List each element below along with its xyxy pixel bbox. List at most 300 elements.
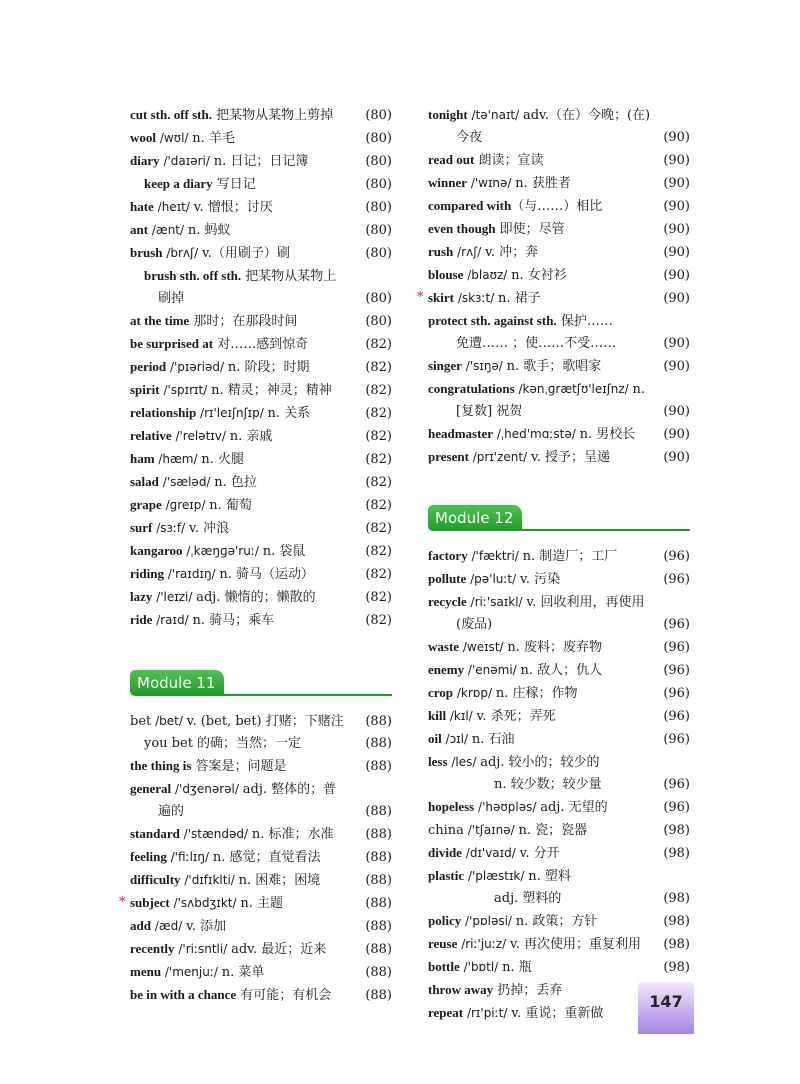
entry-line — [130, 563, 354, 586]
entry-word: headmaster — [428, 426, 493, 441]
entry-meaning: 对……感到惊奇 — [213, 337, 309, 352]
entry-line — [428, 751, 652, 774]
entry-page-ref: (96) — [663, 549, 690, 564]
entry-meaning: v. 污染 — [520, 572, 561, 587]
entry-word: relationship — [130, 405, 197, 420]
vocab-entry — [428, 865, 690, 910]
entry-line — [428, 423, 652, 446]
entry-meaning: n. 色拉 — [214, 475, 257, 490]
entry-meaning: （与……）相比 — [511, 199, 603, 214]
entry-phonetic: /bet/ — [151, 714, 187, 728]
vocab-entry — [130, 961, 392, 984]
vocab-entry — [130, 755, 392, 778]
entry-meaning: 保护…… — [556, 314, 613, 329]
vocab-entry — [417, 287, 690, 310]
entry-page-ref: (90) — [663, 222, 690, 237]
entry-phonetic: /dɪ'vaɪd/ — [461, 846, 520, 860]
entry-word: spirit — [130, 382, 160, 397]
vocab-entry — [130, 710, 392, 733]
entry-word: repeat — [428, 1005, 464, 1020]
vocab-entry — [130, 173, 392, 196]
entry-word: factory — [428, 548, 468, 563]
entry-page-ref: (90) — [663, 153, 690, 168]
entry-word: diary — [130, 153, 160, 168]
entry-page-ref: (80) — [365, 177, 392, 192]
entry-meaning: 把某物从某物上剪掉 — [211, 108, 334, 123]
vocab-entry — [428, 659, 690, 682]
entry-phonetic: /'raɪdɪŋ/ — [163, 567, 220, 581]
entry-page-ref: (88) — [365, 873, 392, 888]
vocab-list-module-11-cont — [417, 104, 690, 469]
vocab-entry — [428, 751, 690, 796]
entry-page-ref: (90) — [663, 427, 690, 442]
entry-meaning: n. 阶段；时期 — [227, 360, 310, 375]
entry-word: kangaroo — [130, 543, 183, 558]
entry-page-ref: (80) — [365, 223, 392, 238]
entry-word: rush — [428, 244, 454, 259]
entry-meaning: n. 标准；水准 — [251, 827, 334, 842]
entry-word: divide — [428, 845, 462, 860]
entry-meaning: 的确；当然；一定 — [192, 736, 302, 751]
entry-line — [130, 219, 354, 242]
vocab-entry — [130, 778, 392, 823]
entry-word: crop — [428, 685, 454, 700]
entry-page-ref: (96) — [663, 732, 690, 747]
entry-line — [428, 1002, 652, 1025]
entry-word: throw away — [428, 982, 494, 997]
entry-line — [130, 540, 354, 563]
entry-meaning: adj. 整体的；普 — [242, 782, 337, 797]
entry-line — [130, 471, 354, 494]
entry-phonetic: /'plæstɪk/ — [464, 869, 529, 883]
entry-page-ref: (82) — [365, 383, 392, 398]
entry-word: singer — [428, 358, 462, 373]
entry-line — [130, 242, 354, 265]
entry-phonetic: /riː'saɪkl/ — [466, 595, 527, 609]
entry-meaning: n. 火腿 — [201, 452, 244, 467]
entry-word: the thing is — [130, 758, 192, 773]
entry-page-ref: (82) — [365, 429, 392, 444]
vocab-entry — [428, 355, 690, 378]
entry-phonetic: /kənˌɡrætʃʊ'leɪʃnz/ — [514, 382, 633, 396]
entry-word: hate — [130, 199, 154, 214]
vocab-entry — [428, 956, 690, 979]
entry-meaning: n. 废料；废弃物 — [507, 640, 603, 655]
entry-meaning: n. 敌人；仇人 — [520, 663, 603, 678]
entry-word: ham — [130, 451, 155, 466]
entry-meaning: n. 骑马（运动） — [219, 567, 315, 582]
entry-line — [130, 938, 354, 961]
vocab-entry — [428, 910, 690, 933]
entry-word: ant — [130, 222, 149, 237]
entry-phonetic: /'daɪəri/ — [159, 154, 214, 168]
entry-page-ref: (96) — [663, 617, 690, 632]
vocab-entry — [130, 127, 392, 150]
entry-phonetic: /tə'naɪt/ — [467, 108, 523, 122]
entry-meaning: n. 精灵；神灵；精神 — [211, 383, 332, 398]
entry-line — [428, 728, 652, 751]
entry-page-ref: (82) — [365, 406, 392, 421]
entry-meaning: n. 庄稼；作物 — [495, 686, 578, 701]
entry-phonetic: /'wɪnə/ — [467, 176, 516, 190]
page-number-tab — [638, 982, 694, 1034]
entry-line — [428, 682, 652, 705]
entry-word: blouse — [428, 267, 464, 282]
entry-phonetic: /krɒp/ — [453, 686, 496, 700]
entry-page-ref: (80) — [365, 154, 392, 169]
entry-page-ref: (90) — [663, 130, 690, 145]
entry-line — [130, 333, 354, 356]
entry-word: wool — [130, 130, 156, 145]
entry-word: reuse — [428, 936, 458, 951]
entry-phonetic: /'sɪŋə/ — [461, 359, 507, 373]
entry-meaning: n. — [632, 382, 646, 397]
entry-meaning: 有可能；有机会 — [236, 988, 332, 1003]
entry-word: riding — [130, 566, 164, 581]
entry-line — [428, 568, 652, 591]
entry-meaning: n. 日记；日记簿 — [213, 154, 309, 169]
vocab-entry — [428, 104, 690, 149]
entry-page-ref: (90) — [663, 336, 690, 351]
entry-word: brush — [130, 245, 163, 260]
entry-page-ref: (82) — [365, 613, 392, 628]
entry-phonetic: /æd/ — [150, 919, 187, 933]
entry-page-ref: (96) — [663, 663, 690, 678]
vocab-entry — [428, 149, 690, 172]
module-11-rule — [200, 694, 392, 696]
entry-word: policy — [428, 913, 462, 928]
entry-phonetic: /rʌʃ/ — [453, 245, 486, 259]
vocab-entry — [130, 494, 392, 517]
entry-word: bottle — [428, 959, 460, 974]
entry-continuation: n. 较少数；较少量 — [494, 777, 602, 792]
entry-phonetic: /'tʃaɪnə/ — [463, 823, 519, 837]
entry-word: standard — [130, 826, 180, 841]
vocab-entry — [130, 104, 392, 127]
entry-meaning: n. 袋鼠 — [262, 544, 306, 559]
vocab-entry — [428, 636, 690, 659]
entry-phonetic: /ˌhed'mɑːstə/ — [493, 427, 580, 441]
entry-line — [130, 733, 354, 755]
entry-word: oil — [428, 731, 442, 746]
entry-phonetic: /'pɒləsi/ — [461, 914, 516, 928]
entry-phonetic: /brʌʃ/ — [162, 246, 202, 260]
vocab-entry — [428, 568, 690, 591]
entry-word: china — [428, 823, 464, 838]
entry-phonetic: /'pɪəriəd/ — [166, 360, 228, 374]
entry-page-ref: (98) — [663, 846, 690, 861]
entry-line — [130, 379, 354, 402]
entry-meaning: v. 憎恨；讨厌 — [193, 200, 273, 215]
vocab-entry — [130, 540, 392, 563]
vocab-entry — [130, 823, 392, 846]
entry-meaning: 朗读；宣读 — [474, 153, 544, 168]
entry-page-ref: (80) — [365, 108, 392, 123]
vocab-entry — [428, 796, 690, 819]
entry-phonetic: /pə'luːt/ — [466, 572, 520, 586]
entry-page-ref: (80) — [365, 291, 392, 306]
entry-word: winner — [428, 175, 467, 190]
entry-meaning: 扔掉；丢弃 — [493, 983, 563, 998]
entry-continuation: 免遭…… ；使……不受…… — [456, 336, 617, 351]
entry-phonetic: /skɜːt/ — [454, 291, 499, 305]
entry-word: waste — [428, 639, 460, 654]
entry-line — [130, 494, 354, 517]
entry-line — [130, 892, 354, 915]
entry-line — [428, 287, 652, 310]
entry-word: protect sth. against sth. — [428, 313, 557, 328]
entry-continuation: 遍的 — [158, 804, 185, 819]
entry-page-ref: (82) — [365, 567, 392, 582]
vocab-entry — [130, 356, 392, 379]
entry-line — [130, 984, 354, 1007]
entry-phonetic: /ænt/ — [148, 223, 188, 237]
entry-page-ref: (88) — [365, 736, 392, 751]
entry-meaning: 那时；在那段时间 — [189, 314, 298, 329]
entry-line — [428, 241, 652, 264]
entry-phonetic: /'enəmi/ — [464, 663, 521, 677]
right-column — [417, 104, 690, 1025]
entry-page-ref: (82) — [365, 521, 392, 536]
entry-line — [130, 425, 354, 448]
vocab-entry — [130, 586, 392, 609]
entry-line — [130, 402, 354, 425]
entry-line — [130, 961, 354, 984]
entry-phonetic: /kɪl/ — [446, 709, 477, 723]
entry-page-ref: (82) — [365, 452, 392, 467]
page-number: 147 — [649, 992, 683, 1011]
entry-line — [428, 865, 652, 888]
entry-phonetic: /rɪ'piːt/ — [463, 1006, 512, 1020]
vocab-entry — [428, 819, 690, 842]
entry-line — [130, 150, 354, 173]
entry-page-ref: (82) — [365, 590, 392, 605]
entry-phonetic: /sɜːf/ — [152, 521, 190, 535]
entry-page-ref: (88) — [365, 804, 392, 819]
entry-meaning: v. 杀死；弄死 — [476, 709, 556, 724]
entry-continuation: 今夜 — [456, 130, 483, 145]
entry-meaning: 答案是；问题是 — [191, 759, 287, 774]
module-12-title: Module 12 — [428, 505, 522, 531]
entry-line — [428, 933, 652, 956]
entry-line — [130, 710, 354, 733]
entry-line — [130, 356, 354, 379]
entry-phonetic: /'həʊpləs/ — [474, 800, 541, 814]
entry-page-ref: (90) — [663, 404, 690, 419]
entry-word: grape — [130, 497, 162, 512]
entry-line — [428, 172, 652, 195]
star-marker: * — [119, 895, 126, 910]
entry-word: general — [130, 781, 172, 796]
entry-meaning: adj. 无望的 — [540, 800, 608, 815]
entry-continuation: [复数] 祝贺 — [456, 404, 523, 419]
entry-phonetic: /rɪ'leɪʃnʃɪp/ — [196, 406, 268, 420]
vocab-entry — [428, 218, 690, 241]
entry-page-ref: (80) — [365, 200, 392, 215]
entry-phonetic: /'bɒtl/ — [459, 960, 503, 974]
entry-page-ref: (96) — [663, 800, 690, 815]
vocab-entry — [428, 310, 690, 355]
left-column — [119, 104, 392, 1007]
module-11-title: Module 11 — [130, 670, 224, 696]
entry-meaning: n. 女衬衫 — [511, 268, 567, 283]
entry-line — [428, 378, 652, 401]
entry-line — [428, 355, 652, 378]
vocab-entry — [130, 471, 392, 494]
entry-line — [428, 310, 652, 333]
entry-word: tonight — [428, 107, 468, 122]
entry-word: pollute — [428, 571, 467, 586]
vocab-entry — [130, 448, 392, 471]
entry-word: cut sth. off sth. — [130, 107, 212, 122]
entry-line — [130, 310, 354, 333]
vocab-entry — [119, 892, 392, 915]
entry-page-ref: (88) — [365, 919, 392, 934]
entry-meaning: 即使；尽管 — [495, 222, 565, 237]
entry-word: feeling — [130, 849, 167, 864]
entry-page-ref: (88) — [365, 988, 392, 1003]
entry-word: difficulty — [130, 872, 181, 887]
entry-line — [130, 265, 354, 288]
entry-meaning: adv. 最近；近来 — [231, 942, 327, 957]
vocab-entry — [428, 241, 690, 264]
entry-meaning: n. 关系 — [267, 406, 311, 421]
entry-word: read out — [428, 152, 475, 167]
entry-line — [428, 591, 652, 614]
module-11-header — [130, 670, 392, 696]
entry-meaning: v. 再次使用；重复利用 — [509, 937, 642, 952]
entry-line — [130, 778, 354, 801]
entry-meaning: n. 蚂蚁 — [187, 223, 231, 238]
entry-meaning: n. 政策；方针 — [515, 914, 598, 929]
entry-word: even though — [428, 221, 496, 236]
vocab-entry — [130, 333, 392, 356]
entry-line — [428, 264, 652, 287]
entry-meaning: 把某物从某物上 — [241, 269, 337, 284]
entry-line — [428, 910, 652, 933]
entry-line — [428, 195, 652, 218]
entry-phonetic: /'stændəd/ — [179, 827, 252, 841]
entry-meaning: v.（用刷子）刷 — [201, 246, 290, 261]
entry-meaning: n. 困难；困境 — [238, 873, 321, 888]
entry-phonetic: /'spɪrɪt/ — [159, 383, 212, 397]
entry-phonetic: /'riːsntli/ — [174, 942, 232, 956]
entry-phonetic: /heɪt/ — [153, 200, 194, 214]
vocab-entry — [130, 265, 392, 310]
entry-phonetic: /'fiːlɪŋ/ — [166, 850, 213, 864]
entry-page-ref: (90) — [663, 245, 690, 260]
entry-page-ref: (90) — [663, 268, 690, 283]
entry-meaning: n. 菜单 — [221, 965, 265, 980]
vocab-entry — [130, 196, 392, 219]
vocab-entry — [428, 705, 690, 728]
entry-word: plastic — [428, 868, 465, 883]
module-12-rule — [498, 529, 690, 531]
entry-line — [428, 705, 652, 728]
entry-page-ref: (96) — [663, 777, 690, 792]
entry-phonetic: /hæm/ — [154, 452, 202, 466]
vocab-entry — [428, 728, 690, 751]
entry-word: recycle — [428, 594, 467, 609]
entry-continuation: adj. 塑料的 — [494, 891, 562, 906]
entry-page-ref: (90) — [663, 291, 690, 306]
vocab-entry — [130, 150, 392, 173]
entry-meaning: v. 冲；奔 — [485, 245, 539, 260]
entry-phonetic: /ɔɪl/ — [441, 732, 472, 746]
entry-word: lazy — [130, 589, 153, 604]
entry-phonetic: /prɪ'zent/ — [468, 450, 531, 464]
vocab-entry — [428, 545, 690, 568]
entry-page-ref: (82) — [365, 360, 392, 375]
entry-word: menu — [130, 964, 162, 979]
entry-page-ref: (96) — [663, 686, 690, 701]
entry-page-ref: (82) — [365, 337, 392, 352]
entry-line — [428, 659, 652, 682]
entry-phonetic: /'fæktri/ — [467, 549, 523, 563]
vocab-entry — [428, 195, 690, 218]
entry-meaning: n. 裙子 — [498, 291, 541, 306]
vocab-entry — [130, 242, 392, 265]
entry-meaning: n. 骑马；乘车 — [192, 613, 275, 628]
entry-word: hopeless — [428, 799, 475, 814]
entry-line — [428, 104, 652, 127]
entry-word: salad — [130, 474, 159, 489]
vocab-entry — [428, 446, 690, 469]
entry-line — [130, 609, 354, 632]
entry-line — [130, 755, 354, 778]
entry-line — [428, 796, 652, 819]
entry-page-ref: (96) — [663, 640, 690, 655]
entry-meaning: n. 瓶 — [502, 960, 532, 975]
entry-meaning: adj. 懒惰的；懒散的 — [196, 590, 316, 605]
entry-page-ref: (96) — [663, 572, 690, 587]
entry-word: kill — [428, 708, 447, 723]
entry-line — [428, 446, 652, 469]
vocab-entry — [130, 609, 392, 632]
entry-word: brush sth. off sth. — [144, 268, 242, 283]
entry-word: relative — [130, 428, 172, 443]
vocab-list-module-12 — [428, 545, 690, 1025]
entry-phonetic: /ɡreɪp/ — [161, 498, 210, 512]
entry-meaning: n. 歌手；歌唱家 — [506, 359, 602, 374]
entry-meaning: adv.（在）今晚；(在) — [522, 108, 651, 123]
vocab-entry — [130, 869, 392, 892]
entry-page-ref: (88) — [365, 965, 392, 980]
entry-meaning: n. 男校长 — [579, 427, 636, 442]
entry-line — [428, 979, 652, 1002]
vocab-entry — [428, 682, 690, 705]
entry-word: less — [428, 754, 448, 769]
entry-meaning: 写日记 — [212, 177, 256, 192]
entry-line — [428, 819, 652, 842]
vocab-entry — [428, 933, 690, 956]
vocab-entry — [130, 379, 392, 402]
entry-meaning: n. 瓷；瓷器 — [518, 823, 588, 838]
entry-meaning: n. 制造厂；工厂 — [522, 549, 618, 564]
entry-page-ref: (98) — [663, 891, 690, 906]
entry-word: you bet — [144, 736, 193, 751]
vocab-list-module-11 — [119, 710, 392, 1007]
entry-page-ref: (82) — [365, 475, 392, 490]
entry-phonetic: /'menjuː/ — [161, 965, 222, 979]
entry-page-ref: (88) — [365, 850, 392, 865]
entry-word: congratulations — [428, 381, 515, 396]
entry-word: ride — [130, 612, 153, 627]
entry-meaning: v. (bet, bet) 打赌；下赌注 — [186, 714, 344, 729]
entry-word: surf — [130, 520, 153, 535]
entry-word: keep a diary — [144, 176, 213, 191]
entry-line — [130, 869, 354, 892]
